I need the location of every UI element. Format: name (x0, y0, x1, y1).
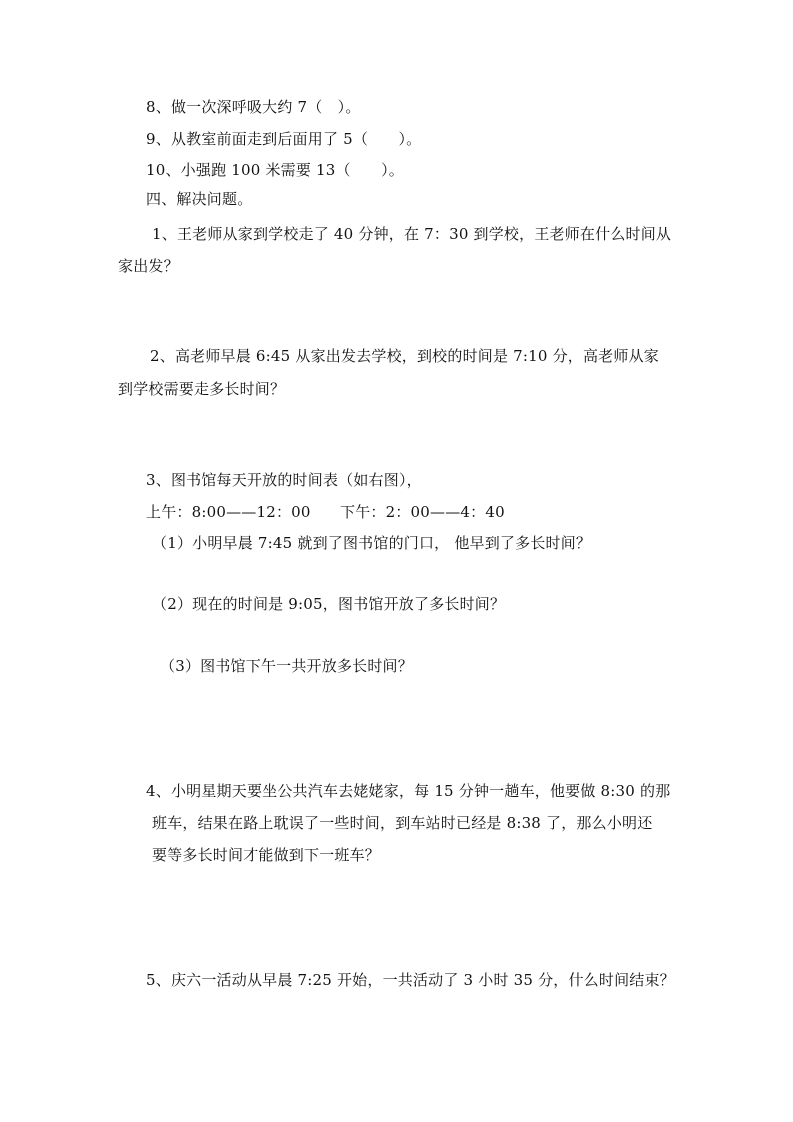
problem4-line1: 4、小明星期天要坐公共汽车去姥姥家，每 15 分钟一趟车，他要做 8:30 的那 (146, 782, 671, 800)
problem3-sub1: （1）小明早晨 7:45 就到了图书馆的门口， 他早到了多长时间？ (152, 534, 592, 552)
problem4-line2: 班车，结果在路上耽误了一些时间，到车站时已经是 8:38 了，那么小明还 (152, 814, 653, 832)
problem3-afternoon-hours: 下午：2：00——4：40 (340, 503, 505, 521)
problem1-line1: 1、王老师从家到学校走了 40 分钟，在 7：30 到学校，王老师在什么时间从 (152, 225, 672, 243)
problem3-intro: 3、图书馆每天开放的时间表（如右图）， (146, 471, 422, 489)
fill-blank-q10: 10、小强跑 100 米需要 13（ ）。 (146, 161, 405, 179)
problem2-line1: 2、高老师早晨 6:45 从家出发去学校，到校的时间是 7:10 分，高老师从家 (150, 347, 659, 365)
section-title: 四、解决问题。 (146, 190, 253, 208)
problem3-morning-hours: 上午：8:00——12：00 (146, 503, 311, 521)
problem1-line2: 家出发？ (118, 257, 179, 275)
problem4-line3: 要等多长时间才能做到下一班车？ (152, 846, 381, 864)
problem3-sub3: （3）图书馆下午一共开放多长时间？ (160, 657, 413, 675)
fill-blank-q9: 9、从教室前面走到后面用了 5（ ）。 (146, 130, 422, 148)
problem2-line2: 到学校需要走多长时间？ (118, 380, 286, 398)
problem5-line1: 5、庆六一活动从早晨 7:25 开始，一共活动了 3 小时 35 分，什么时间结束？ (146, 971, 675, 989)
fill-blank-q8: 8、做一次深呼吸大约 7（ ）。 (146, 98, 361, 116)
problem3-sub2: （2）现在的时间是 9:05，图书馆开放了多长时间？ (152, 595, 506, 613)
